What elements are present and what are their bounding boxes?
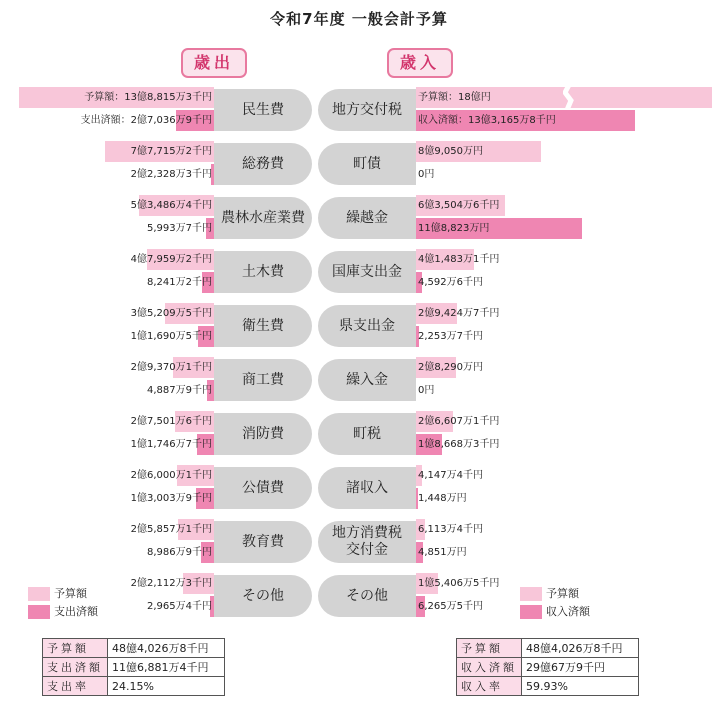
revenue-category-4: 国庫支出金 [318, 251, 416, 293]
expenditure-category-3: 農林水産業費 [214, 197, 312, 239]
expenditure-budget-label: 2億9,370万1千円 [130, 362, 212, 373]
table-row [43, 658, 225, 677]
revenue-budget-label: 1億5,406万5千円 [418, 578, 500, 589]
expenditure-category-2: 総務費 [214, 143, 312, 185]
summary-value: 11億6,881万4千円 [108, 658, 225, 677]
expenditure-settled-label: 1億3,003万9千円 [130, 493, 212, 504]
expenditure-category-8: 公債費 [214, 467, 312, 509]
expenditure-budget-label: 2億7,501万6千円 [130, 416, 212, 427]
summary-value: 24.15% [108, 677, 225, 696]
expenditure-settled-label: 8,241万2千円 [147, 277, 212, 288]
revenue-settled-label: 6,265万5千円 [418, 601, 483, 612]
revenue-category-10: その他 [318, 575, 416, 617]
revenue-settled-label: 1,448万円 [418, 493, 467, 504]
expenditure-budget-label: 3億5,209万5千円 [130, 308, 212, 319]
summary-label: 収入率 [457, 677, 522, 696]
revenue-category-8: 諸収入 [318, 467, 416, 509]
revenue-category-9 [318, 521, 416, 563]
revenue-category-7: 町税 [318, 413, 416, 455]
expenditure-settled-label: 2億2,328万3千円 [130, 169, 212, 180]
table-row [457, 677, 639, 696]
revenue-settled-label: 0円 [418, 169, 435, 180]
revenue-category-5: 県支出金 [318, 305, 416, 347]
expenditure-category-1: 民生費 [214, 89, 312, 131]
revenue-settled-label: 4,592万6千円 [418, 277, 483, 288]
summary-label: 予算額 [43, 639, 108, 658]
revenue-settled-label: 収入済額：13億3,165万8千円 [418, 115, 556, 126]
expenditure-budget-label: 4億7,959万2千円 [130, 254, 212, 265]
expenditure-heading: 歳出 [181, 48, 247, 78]
table-row [43, 677, 225, 696]
expenditure-category-4: 土木費 [214, 251, 312, 293]
summary-label: 予算額 [457, 639, 522, 658]
expenditure-budget-label: 2億5,857万1千円 [130, 524, 212, 535]
revenue-heading: 歳入 [387, 48, 453, 78]
revenue-budget-label: 4億1,483万1千円 [418, 254, 500, 265]
expenditure-settled-label: 支出済額：2億7,036万9千円 [80, 115, 212, 126]
revenue-category-line: 交付金 [346, 542, 388, 558]
expenditure-budget-label: 2億2,112万3千円 [130, 578, 212, 589]
expenditure-settled-label: 4,887万9千円 [147, 385, 212, 396]
revenue-budget-label: 6,113万4千円 [418, 524, 483, 535]
summary-label: 支出率 [43, 677, 108, 696]
revenue-settled-label: 1億8,668万3千円 [418, 439, 500, 450]
legend-right-settled-label: 収入済額 [546, 605, 590, 618]
table-row [457, 658, 639, 677]
table-row [43, 639, 225, 658]
summary-value: 29億67万9千円 [522, 658, 639, 677]
expenditure-budget-label: 7億7,715万2千円 [130, 146, 212, 157]
expenditure-settled-label: 8,986万9千円 [147, 547, 212, 558]
expenditure-category-6: 商工費 [214, 359, 312, 401]
legend-right-settled-swatch [520, 605, 542, 619]
expenditure-category-10: その他 [214, 575, 312, 617]
revenue-settled-label: 4,851万円 [418, 547, 467, 558]
expenditure-category-7: 消防費 [214, 413, 312, 455]
expenditure-category-5: 衛生費 [214, 305, 312, 347]
revenue-budget-label: 8億9,050万円 [418, 146, 483, 157]
revenue-budget-label: 6億3,504万6千円 [418, 200, 500, 211]
revenue-settled-label: 2,253万7千円 [418, 331, 483, 342]
legend-left-settled-label: 支出済額 [54, 605, 98, 618]
expenditure-settled-label: 1億1,746万7千円 [130, 439, 212, 450]
revenue-summary-table [456, 638, 639, 696]
axis-break-mark [563, 85, 575, 110]
legend-left-budget-label: 予算額 [54, 587, 87, 600]
revenue-budget-label: 2億6,607万1千円 [418, 416, 500, 427]
table-row [457, 639, 639, 658]
expenditure-settled-label: 5,993万7千円 [147, 223, 212, 234]
expenditure-summary-table [42, 638, 225, 696]
expenditure-settled-label: 2,965万4千円 [147, 601, 212, 612]
revenue-category-2: 町債 [318, 143, 416, 185]
expenditure-category-9: 教育費 [214, 521, 312, 563]
summary-label: 支出済額 [43, 658, 108, 677]
summary-value: 59.93% [522, 677, 639, 696]
summary-value: 48億4,026万8千円 [522, 639, 639, 658]
expenditure-budget-label: 2億6,000万1千円 [130, 470, 212, 481]
summary-value: 48億4,026万8千円 [108, 639, 225, 658]
revenue-category-3: 繰越金 [318, 197, 416, 239]
expenditure-settled-label: 1億1,690万5千円 [130, 331, 212, 342]
legend-right-budget-swatch [520, 587, 542, 601]
expenditure-budget-label: 予算額：13億8,815万3千円 [84, 92, 212, 103]
legend-left-budget-swatch [28, 587, 50, 601]
revenue-budget-label: 2億9,424万7千円 [418, 308, 500, 319]
revenue-category-line: 地方消費税 [332, 525, 402, 541]
revenue-budget-label: 4,147万4千円 [418, 470, 483, 481]
revenue-category-6: 繰入金 [318, 359, 416, 401]
revenue-budget-label: 予算額：18億円 [418, 92, 491, 103]
expenditure-budget-label: 5億3,486万4千円 [130, 200, 212, 211]
page-title: 令和7年度 一般会計予算 [270, 10, 448, 28]
legend-right-budget-label: 予算額 [546, 587, 579, 600]
revenue-category-1: 地方交付税 [318, 89, 416, 131]
summary-label: 収入済額 [457, 658, 522, 677]
revenue-budget-label: 2億8,290万円 [418, 362, 483, 373]
revenue-settled-label: 0円 [418, 385, 435, 396]
revenue-settled-label: 11億8,823万円 [418, 223, 490, 234]
legend-left-settled-swatch [28, 605, 50, 619]
